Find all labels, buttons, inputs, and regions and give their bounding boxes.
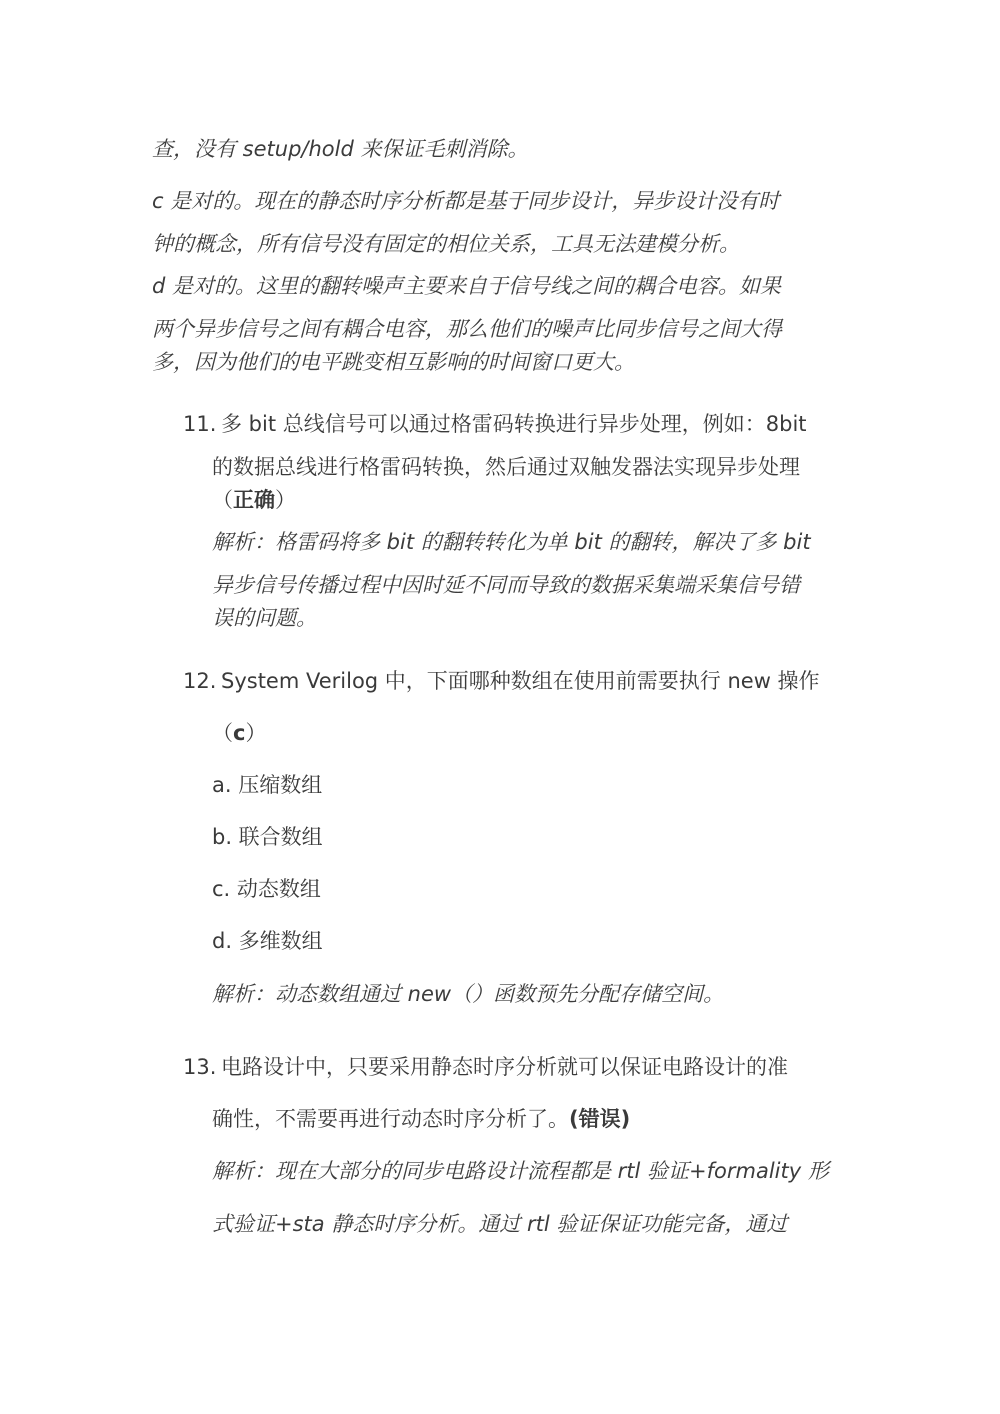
paragraph-line: d 是对的。这里的翻转噪声主要来自于信号线之间的耦合电容。如果 xyxy=(152,274,782,298)
paragraph-line: c 是对的。现在的静态时序分析都是基于同步设计，异步设计没有时 xyxy=(152,189,780,213)
explanation-line: 解析：动态数组通过 new（）函数预先分配存储空间。 xyxy=(212,982,725,1006)
answer-bracket-close: ） xyxy=(275,488,296,512)
answer-bracket-open: （ xyxy=(212,721,233,745)
answer-bracket-open: （ xyxy=(212,488,233,512)
explanation-line: 异步信号传播过程中因时延不同而导致的数据采集端采集信号错 xyxy=(212,573,800,597)
question-text-part: 确性，不需要再进行动态时序分析了。 xyxy=(212,1107,569,1131)
option-item: b. 联合数组 xyxy=(212,825,323,849)
explanation-line: 解析：现在大部分的同步电路设计流程都是 rtl 验证+formality 形 xyxy=(212,1159,829,1183)
answer xyxy=(212,486,296,514)
question-text: System Verilog 中，下面哪种数组在使用前需要执行 new 操作 xyxy=(221,669,820,693)
explanation-line: 误的问题。 xyxy=(212,606,317,630)
answer-value: 正确 xyxy=(233,488,275,512)
option-item: a. 压缩数组 xyxy=(212,773,323,797)
explanation-line: 式验证+sta 静态时序分析。通过 rtl 验证保证功能完备，通过 xyxy=(212,1212,788,1236)
answer-value: c xyxy=(233,721,246,745)
paragraph-line: 钟的概念，所有信号没有固定的相位关系，工具无法建模分析。 xyxy=(152,232,740,256)
paragraph-line: 多，因为他们的电平跳变相互影响的时间窗口更大。 xyxy=(152,350,635,374)
explanation-line: 解析：格雷码将多 bit 的翻转转化为单 bit 的翻转，解决了多 bit xyxy=(212,530,811,554)
question-number: 13. xyxy=(183,1055,217,1079)
paragraph-line: 两个异步信号之间有耦合电容，那么他们的噪声比同步信号之间大得 xyxy=(152,317,782,341)
question-number: 11. xyxy=(183,412,217,436)
answer xyxy=(212,719,266,747)
question-text: 的数据总线进行格雷码转换，然后通过双触发器法实现异步处理 xyxy=(212,455,800,479)
question-text: 电路设计中，只要采用静态时序分析就可以保证电路设计的准 xyxy=(221,1055,788,1079)
question-text: 多 bit 总线信号可以通过格雷码转换进行异步处理，例如：8bit xyxy=(221,412,807,436)
paragraph-line: 查，没有 setup/hold 来保证毛刺消除。 xyxy=(152,137,529,161)
option-item: c. 动态数组 xyxy=(212,877,321,901)
answer-value: (错误) xyxy=(569,1107,631,1131)
question-text xyxy=(212,1105,630,1133)
option-item: d. 多维数组 xyxy=(212,929,323,953)
answer-bracket-close: ） xyxy=(245,721,267,745)
question-number: 12. xyxy=(183,669,217,693)
